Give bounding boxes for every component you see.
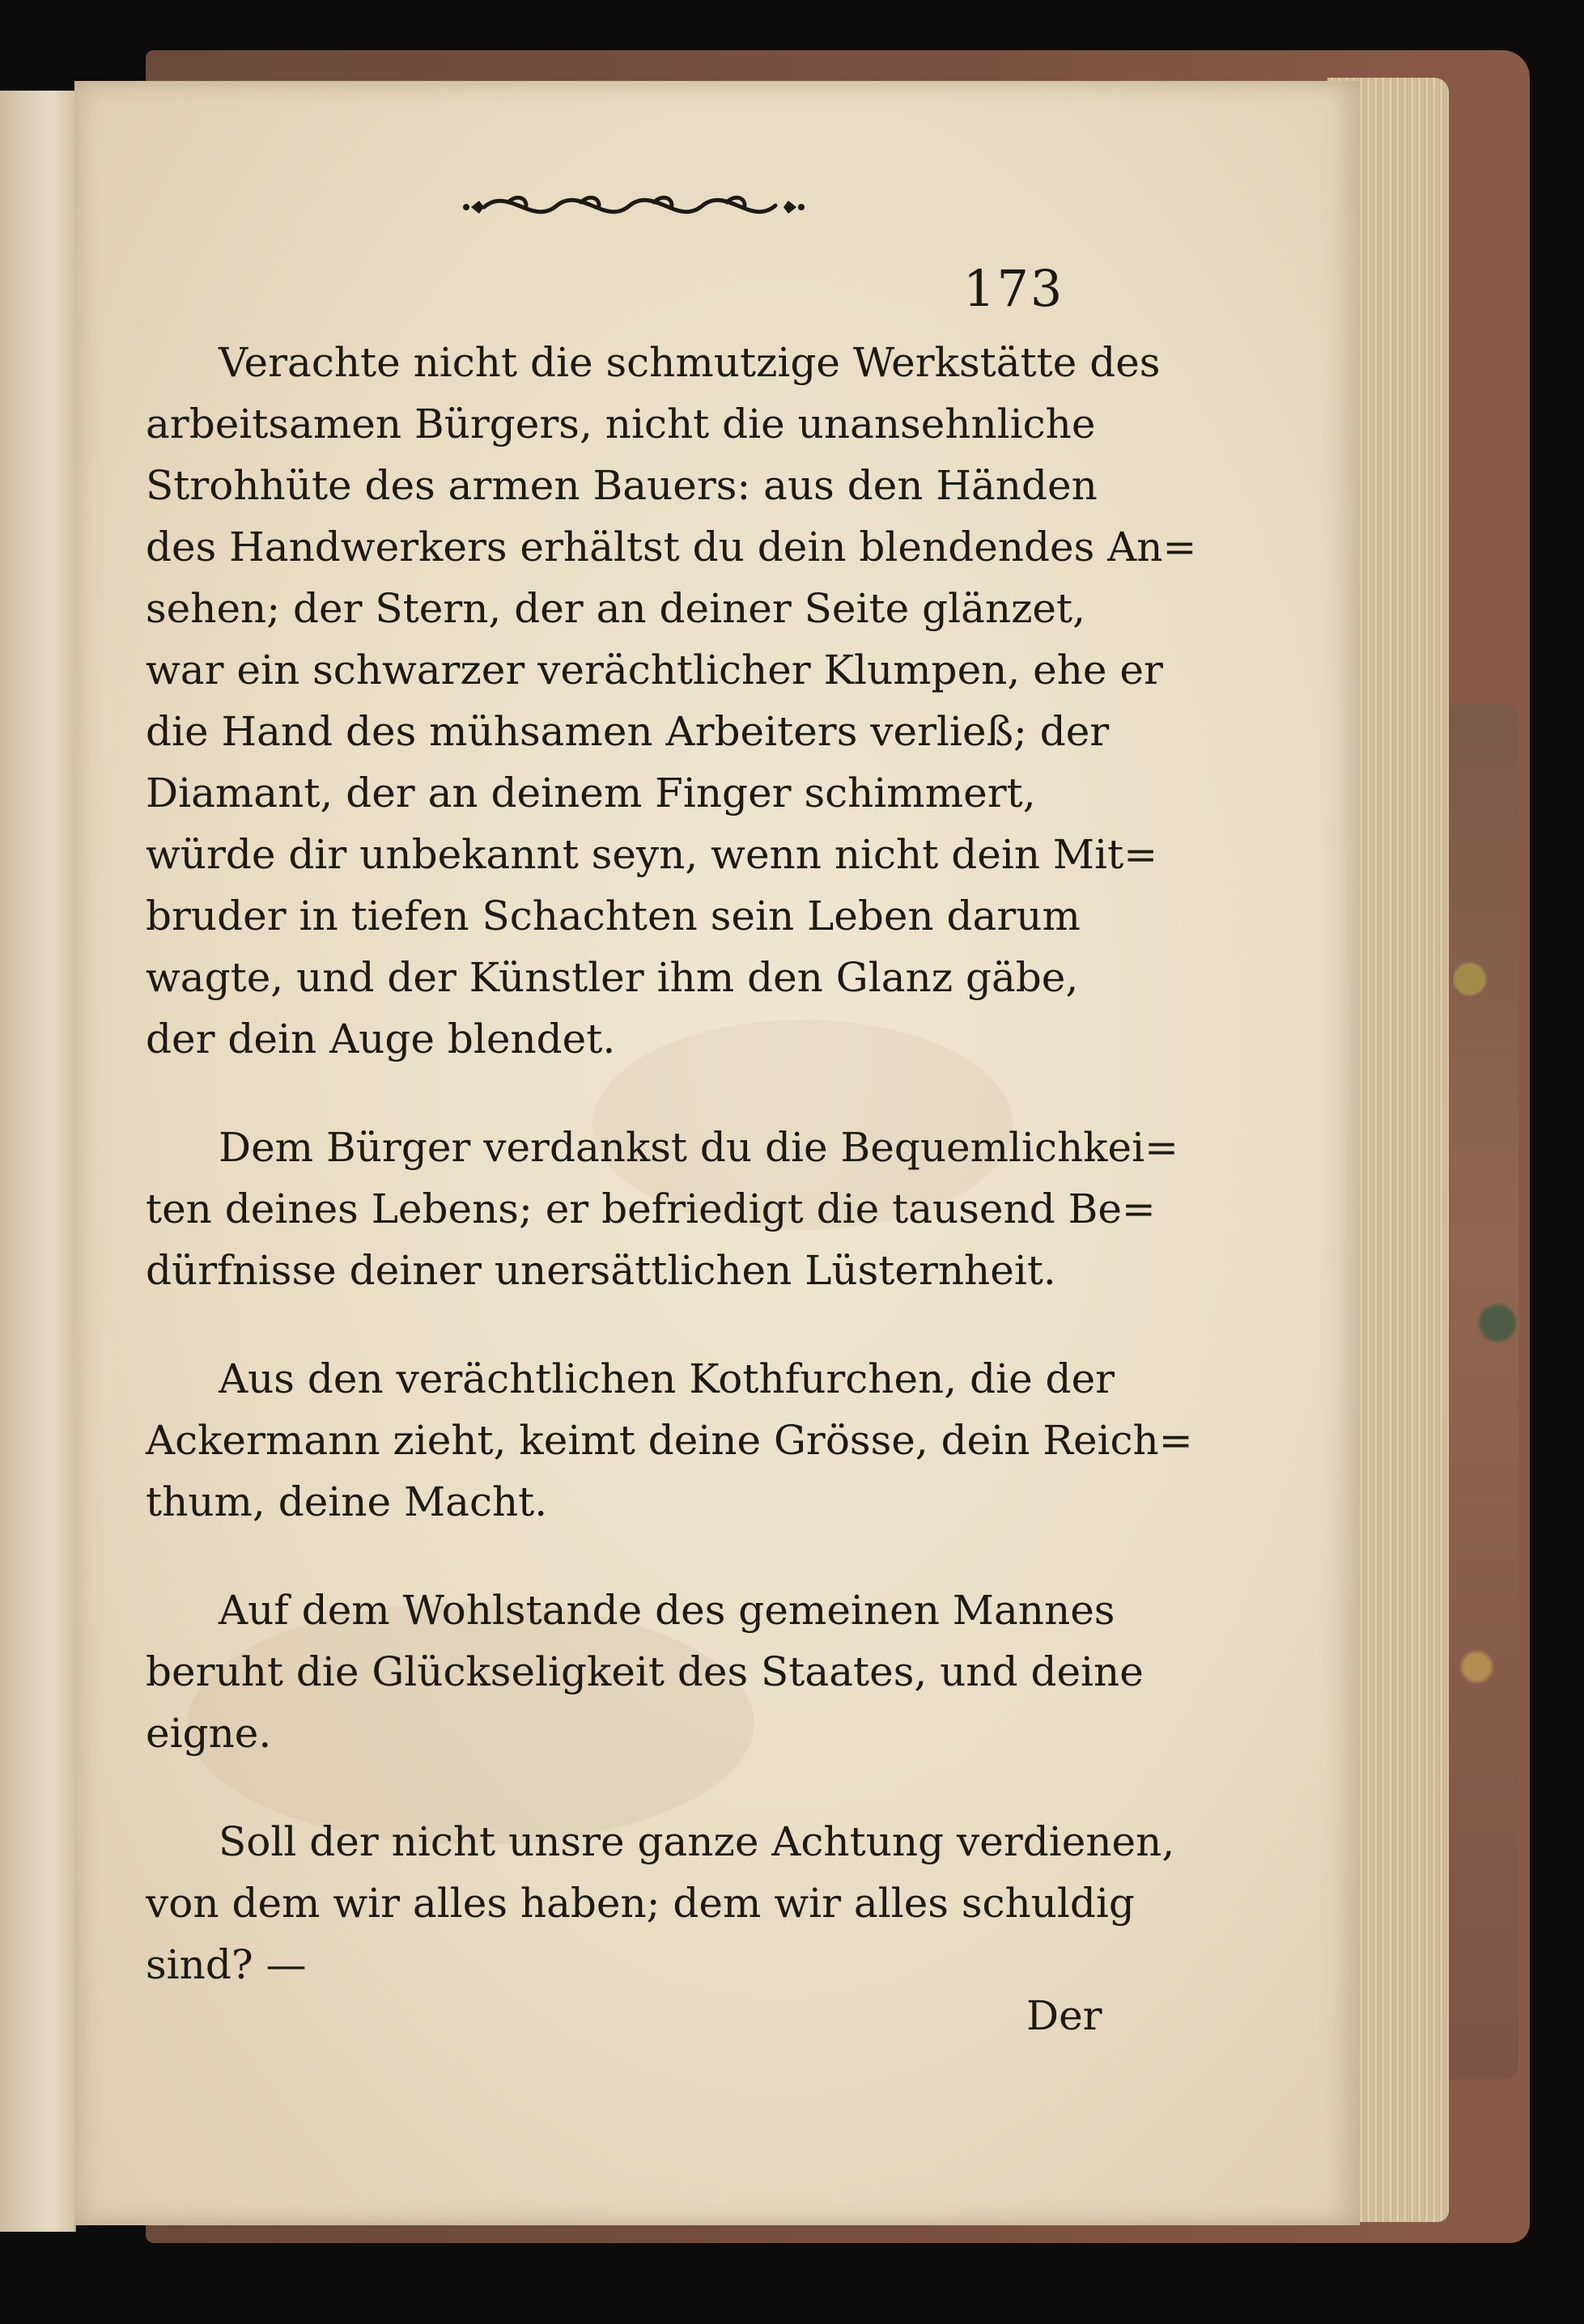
- catchword: Der: [1026, 1992, 1102, 2039]
- body-text: [146, 332, 1197, 2042]
- paragraph: [146, 1811, 1175, 1995]
- text-line: war ein schwarzer verächtlicher Klumpen, ehe er: [146, 647, 1163, 693]
- paragraph: [146, 1580, 1144, 1764]
- text-line: Ackermann zieht, keimt deine Grösse, dein Reich=: [146, 1417, 1193, 1464]
- left-page-edge: [0, 91, 76, 2232]
- text-line: arbeitsamen Bürgers, nicht die unansehnliche: [146, 401, 1096, 447]
- paragraph: [146, 1117, 1179, 1301]
- text-line: sehen; der Stern, der an deiner Seite glänzet,: [146, 585, 1086, 632]
- text-line: Strohhüte des armen Bauers: aus den Händen: [146, 462, 1098, 509]
- text-line: eigne.: [146, 1710, 272, 1757]
- text-line: würde dir unbekannt seyn, wenn nicht dein Mit=: [146, 831, 1158, 878]
- text-line: die Hand des mühsamen Arbeiters verließ; der: [146, 708, 1110, 755]
- text-line: Dem Bürger verdankst du die Bequemlichkei=: [219, 1124, 1179, 1171]
- text-line: des Handwerkers erhältst du dein blendendes An=: [146, 524, 1197, 570]
- text-line: von dem wir alles haben; dem wir alles schuldig: [146, 1880, 1135, 1927]
- text-line: Diamant, der an deinem Finger schimmert,: [146, 770, 1036, 816]
- paragraph: [146, 1348, 1193, 1533]
- text-line: beruht die Glückseligkeit des Staates, und deine: [146, 1648, 1144, 1695]
- text-line: ten deines Lebens; er befriedigt die tausend Be=: [146, 1185, 1156, 1232]
- marbled-edge: [1449, 704, 1518, 2080]
- text-line: dürfnisse deiner unersättlichen Lüsternheit.: [146, 1247, 1056, 1294]
- text-line: Auf dem Wohlstande des gemeinen Mannes: [219, 1587, 1115, 1634]
- text-line: Soll der nicht unsre ganze Achtung verdienen,: [219, 1818, 1175, 1865]
- vine-ornament-icon: [460, 178, 808, 235]
- text-line: sind? —: [146, 1941, 307, 1988]
- text-line: Verachte nicht die schmutzige Werkstätte des: [219, 339, 1161, 386]
- text-line: Aus den verächtlichen Kothfurchen, die der: [219, 1355, 1115, 1402]
- text-line: thum, deine Macht.: [146, 1478, 548, 1525]
- page-number: 173: [963, 259, 1064, 318]
- text-line: bruder in tiefen Schachten sein Leben darum: [146, 893, 1081, 939]
- paragraph: [146, 332, 1197, 1070]
- text-line: wagte, und der Künstler ihm den Glanz gäbe,: [146, 954, 1079, 1001]
- text-line: der dein Auge blendet.: [146, 1016, 616, 1062]
